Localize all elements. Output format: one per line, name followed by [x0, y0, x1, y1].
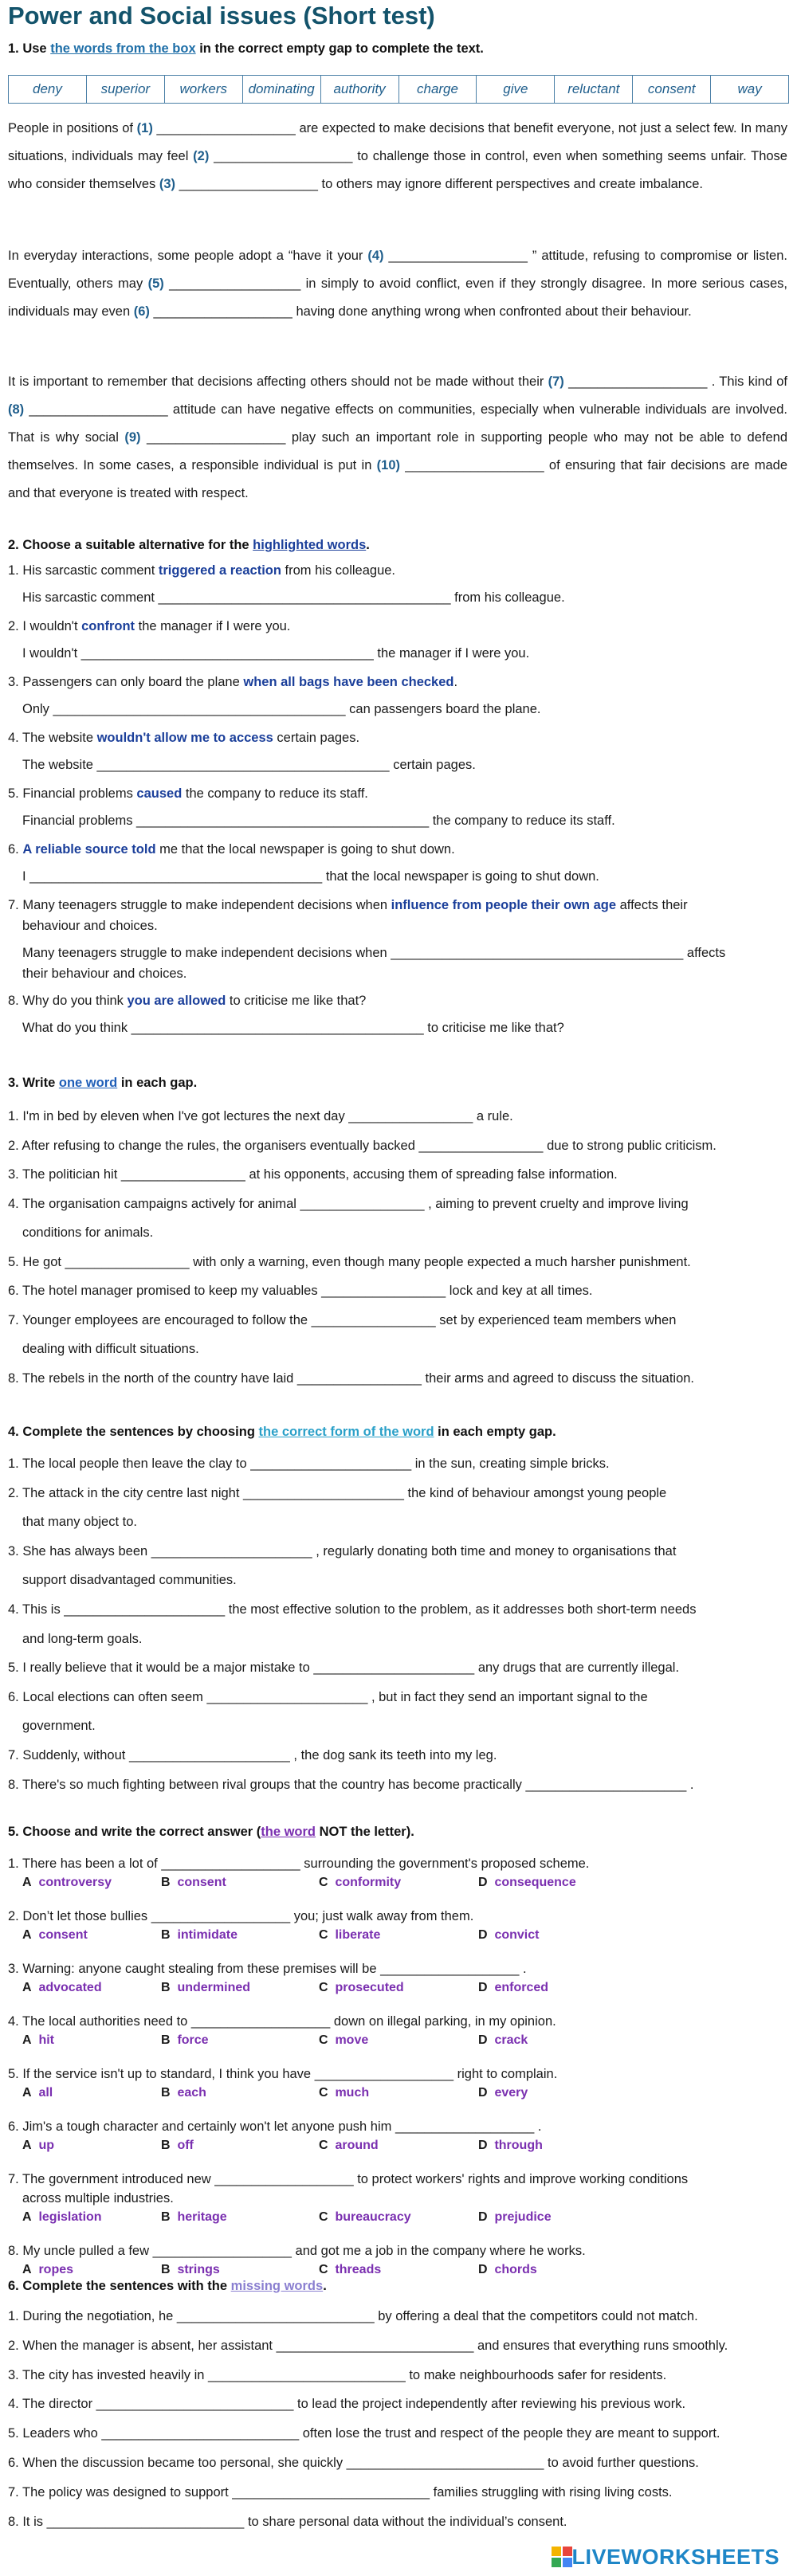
question-text: affects their	[616, 898, 688, 912]
rewrite-line[interactable]: I ________________________________________ that the local newspaper is going to shut down.	[22, 869, 599, 884]
question-line	[8, 731, 359, 746]
paragraph-text: It is important to remember that decisions affecting others should not be made without their	[8, 374, 548, 389]
gap-fill-sentence[interactable]: 3. She has always been ______________________ , regularly donating both time and money to organisations that	[8, 1543, 677, 1559]
answer-option[interactable]	[478, 1876, 576, 1890]
highlighted-words: triggered a reaction	[158, 563, 281, 578]
highlighted-words: when all bags have been checked	[243, 675, 454, 689]
option-word: every	[494, 2086, 528, 2100]
option-word: ropes	[38, 2263, 74, 2276]
instruction-text: 6. Complete the sentences with the	[8, 2279, 231, 2293]
rewrite-line[interactable]: Only ________________________________________ can passengers board the plane.	[22, 702, 541, 716]
option-word: much	[335, 2086, 370, 2100]
question-line	[8, 619, 290, 634]
question-text: from his colleague.	[281, 563, 396, 578]
gap-fill-sentence[interactable]: 7. Younger employees are encouraged to follow the _________________ set by experienced team members when	[8, 1312, 677, 1327]
question-text: 8. Why do you think	[8, 994, 128, 1008]
question-continuation: across multiple industries.	[22, 2191, 174, 2205]
answer-option[interactable]	[319, 2139, 379, 2153]
option-word: chords	[494, 2263, 537, 2276]
answer-option[interactable]	[478, 1928, 539, 1943]
question-text: 4. The website	[8, 731, 97, 745]
rewrite-line[interactable]: Many teenagers struggle to make independent decisions when ________________________________________ affects	[22, 946, 726, 960]
question-continuation: that many object to.	[22, 1515, 137, 1530]
answer-option[interactable]	[478, 2139, 543, 2153]
option-word: strings	[177, 2263, 220, 2276]
gap-fill-sentence[interactable]: 2. After refusing to change the rules, the organisers eventually backed _________________ due to strong public criticism.	[8, 1138, 717, 1153]
question-sentence: 3. Warning: anyone caught stealing from these premises will be ___________________ .	[8, 1962, 527, 1976]
answer-option[interactable]	[22, 2263, 73, 2277]
option-word: threads	[335, 2263, 382, 2276]
gap-number: (9)	[124, 430, 141, 445]
rewrite-line[interactable]: I wouldn't ________________________________________ the manager if I were you.	[22, 646, 530, 661]
gap-fill-sentence[interactable]: 8. It is ___________________________ to share personal data without the individual’s consent.	[8, 2514, 567, 2529]
rewrite-line: their behaviour and choices.	[22, 966, 187, 981]
question-text: 1. His sarcastic comment	[8, 563, 159, 578]
question-line	[8, 842, 455, 857]
paragraph-2	[8, 242, 787, 326]
gap-fill-sentence[interactable]: 3. The city has invested heavily in ___________________________ to make neighbourhoods safer for residents.	[8, 2367, 667, 2382]
paragraph-text: ___________________ of ensuring that fair decisions are made and that everyone is treated with respect.	[8, 458, 787, 500]
section-6-instruction	[8, 2279, 327, 2294]
gap-fill-sentence[interactable]: 3. The politician hit _________________ at his opponents, accusing them of spreading false information.	[8, 1167, 618, 1182]
word-box-item[interactable]: reluctant	[555, 76, 633, 103]
question-text: 3. Passengers can only board the plane	[8, 675, 244, 689]
answer-option[interactable]	[161, 1981, 250, 1995]
answer-option[interactable]	[161, 2139, 194, 2153]
option-word: advocated	[38, 1981, 102, 1994]
answer-option[interactable]	[478, 2033, 528, 2048]
gap-fill-sentence[interactable]: 5. He got _________________ with only a warning, even though many people expected a much harsher punishment.	[8, 1254, 691, 1269]
question-sentence: 2. Don’t let those bullies ___________________ you; just walk away from them.	[8, 1909, 474, 1923]
gap-fill-sentence[interactable]: 6. When the discussion became too personal, she quickly ___________________________ to avoid further questions.	[8, 2456, 699, 2470]
paragraph-text: ___________________ to challenge those in control, even when something seems unfair. Those who consider themselves	[8, 149, 787, 191]
question-text: 6.	[8, 842, 23, 857]
option-word: move	[335, 2033, 369, 2047]
page-title: Power and Social issues (Short test)	[8, 2, 435, 29]
question-line	[8, 994, 366, 1009]
paragraph-1	[8, 115, 787, 198]
instruction-text: in the correct empty gap to complete the text.	[195, 41, 484, 56]
option-letter: D	[478, 1876, 488, 1889]
instruction-text: 3. Write	[8, 1076, 59, 1090]
highlighted-words: you are allowed	[127, 994, 226, 1008]
paragraph-text: __________________ in simply to avoid conflict, even if they strongly disagree. In more serious cases, individuals may even	[8, 276, 787, 319]
gap-fill-sentence[interactable]: 4. This is ______________________ the most effective solution to the problem, as it addresses both short-term needs	[8, 1602, 697, 1617]
instruction-link[interactable]: the correct form of the word	[258, 1425, 434, 1439]
word-box-item[interactable]: workers	[165, 76, 243, 103]
instruction-link[interactable]: the words from the box	[50, 41, 196, 56]
paragraph-text: ___________________ are expected to make decisions that benefit everyone, not just a select few. In many situations, individuals may feel	[8, 121, 787, 163]
option-word: consent	[177, 1876, 226, 1889]
liveworksheets-logo-icon	[552, 2547, 572, 2569]
option-letter: C	[319, 1981, 328, 1994]
gap-number: (1)	[136, 121, 153, 135]
gap-number: (5)	[147, 276, 164, 291]
answer-option[interactable]	[319, 1928, 380, 1943]
gap-number: (4)	[367, 249, 384, 263]
option-letter: B	[161, 2263, 171, 2276]
option-word: undermined	[177, 1981, 251, 1994]
gap-number: (2)	[193, 149, 210, 163]
option-word: bureaucracy	[335, 2210, 411, 2224]
answer-option[interactable]	[478, 2210, 552, 2225]
gap-fill-sentence[interactable]: 5. I really believe that it would be a major mistake to ______________________ any drugs that are currently illegal.	[8, 1660, 680, 1676]
instruction-text: 5. Choose and write the correct answer (	[8, 1825, 261, 1839]
option-word: prejudice	[494, 2210, 552, 2224]
answer-option[interactable]	[319, 1876, 401, 1890]
answer-option[interactable]	[319, 2263, 381, 2277]
paragraph-text: In everyday interactions, some people adopt a “have it your	[8, 249, 368, 263]
instruction-text: in each empty gap.	[434, 1425, 556, 1439]
option-word: convict	[494, 1928, 540, 1942]
gap-number: (6)	[133, 304, 150, 319]
option-letter: A	[22, 2033, 32, 2047]
answer-option[interactable]	[22, 1928, 88, 1943]
option-letter: D	[478, 1928, 488, 1942]
option-letter: C	[319, 1876, 328, 1889]
option-word: hit	[38, 2033, 54, 2047]
option-word: consequence	[494, 1876, 576, 1889]
instruction-link[interactable]: highlighted words	[253, 538, 367, 552]
question-text: the manager if I were you.	[135, 619, 291, 633]
option-letter: C	[319, 2210, 328, 2224]
gap-fill-sentence[interactable]: 2. The attack in the city centre last night ______________________ the kind of behaviour amongst young people	[8, 1485, 667, 1500]
question-continuation: and long-term goals.	[22, 1631, 143, 1646]
answer-option[interactable]	[161, 2086, 206, 2100]
rewrite-line[interactable]: What do you think ________________________________________ to criticise me like that?	[22, 1021, 564, 1035]
gap-fill-sentence[interactable]: 1. During the negotiation, he ___________________________ by offering a deal that the competitors could not match.	[8, 2309, 698, 2323]
instruction-text: 4. Complete the sentences by choosing	[8, 1425, 259, 1439]
answer-option[interactable]	[161, 2263, 220, 2277]
answer-option[interactable]	[319, 2210, 411, 2225]
highlighted-words: wouldn't allow me to access	[96, 731, 273, 745]
option-letter: B	[161, 2139, 171, 2152]
option-letter: C	[319, 1928, 328, 1942]
instruction-link[interactable]: missing words	[230, 2279, 324, 2293]
question-sentence: 1. There has been a lot of ___________________ surrounding the government's proposed scheme.	[8, 1857, 590, 1871]
instruction-link[interactable]: one word	[58, 1076, 118, 1090]
gap-number: (3)	[159, 177, 176, 191]
option-letter: A	[22, 1928, 32, 1942]
word-box-item[interactable]: charge	[399, 76, 477, 103]
option-word: liberate	[335, 1928, 381, 1942]
option-letter: D	[478, 2210, 488, 2224]
answer-option[interactable]	[319, 1981, 404, 1995]
instruction-text: 2. Choose a suitable alternative for the	[8, 538, 253, 552]
option-letter: A	[22, 2086, 32, 2100]
instruction-link[interactable]: the word	[261, 1825, 316, 1839]
option-word: enforced	[494, 1981, 549, 1994]
question-line	[8, 675, 457, 690]
answer-option[interactable]	[22, 1981, 102, 1995]
answer-option[interactable]	[319, 2086, 369, 2100]
paragraph-text: ___________________ . This kind of	[563, 374, 787, 389]
option-letter: A	[22, 1981, 32, 1994]
option-letter: B	[161, 2086, 171, 2100]
option-letter: B	[161, 1928, 171, 1942]
highlighted-words: confront	[81, 619, 135, 633]
gap-number: (8)	[8, 402, 25, 417]
paragraph-text: ___________________ attitude can have negative effects on communities, especially when vulnerable individuals are involved. That is why social	[8, 402, 787, 445]
word-box-item[interactable]: deny	[9, 76, 87, 103]
word-box-item[interactable]: give	[477, 76, 555, 103]
answer-option[interactable]	[22, 2033, 54, 2048]
gap-fill-sentence[interactable]: 4. The organisation campaigns actively for animal _________________ , aiming to prevent cruelty and improve living	[8, 1196, 689, 1211]
answer-option[interactable]	[478, 2086, 528, 2100]
section-2-instruction	[8, 538, 370, 553]
word-box-item[interactable]: dominating	[243, 76, 321, 103]
answer-option[interactable]	[22, 2139, 54, 2153]
question-sentence: 5. If the service isn't up to standard, I think you have ___________________ right to complain.	[8, 2067, 558, 2081]
word-box-item[interactable]: consent	[633, 76, 711, 103]
instruction-text: in each gap.	[117, 1076, 198, 1090]
question-text: 5. Financial problems	[8, 786, 137, 801]
question-line	[8, 786, 368, 802]
option-word: all	[38, 2086, 53, 2100]
instruction-text: 1. Use	[8, 41, 51, 56]
gap-fill-sentence[interactable]: 7. Suddenly, without ______________________ , the dog sank its teeth into my leg.	[8, 1748, 497, 1762]
rewrite-line[interactable]: Financial problems ________________________________________ the company to reduce its staff.	[22, 814, 615, 828]
question-line	[8, 898, 688, 913]
word-box-item[interactable]: superior	[87, 76, 165, 103]
gap-fill-sentence[interactable]: 5. Leaders who ___________________________ often lose the trust and respect of the people they are meant to support.	[8, 2426, 720, 2441]
instruction-text: .	[323, 2279, 327, 2293]
answer-option[interactable]	[478, 2263, 537, 2277]
gap-fill-sentence[interactable]: 8. The rebels in the north of the country have laid _________________ their arms and agreed to discuss the situation.	[8, 1370, 695, 1386]
question-text: .	[453, 675, 458, 689]
answer-option[interactable]	[22, 2086, 53, 2100]
question-continuation: dealing with difficult situations.	[22, 1342, 199, 1356]
option-letter: B	[161, 2033, 171, 2047]
word-box-item[interactable]: way	[737, 81, 762, 96]
answer-option[interactable]	[22, 2210, 102, 2225]
paragraph-3	[8, 368, 787, 508]
option-word: each	[177, 2086, 206, 2100]
question-text: behaviour and choices.	[22, 919, 158, 933]
option-letter: C	[319, 2263, 328, 2276]
option-word: prosecuted	[335, 1981, 404, 1994]
option-word: conformity	[335, 1876, 402, 1889]
option-word: consent	[38, 1928, 88, 1942]
rewrite-line[interactable]: His sarcastic comment ________________________________________ from his colleague.	[22, 590, 565, 605]
highlighted-words: influence from people their own age	[391, 898, 617, 912]
option-letter: A	[22, 2210, 32, 2224]
option-letter: D	[478, 2263, 488, 2276]
option-letter: B	[161, 1981, 171, 1994]
highlighted-words: caused	[136, 786, 183, 801]
option-word: legislation	[38, 2210, 102, 2224]
option-letter: C	[319, 2033, 328, 2047]
question-continuation: support disadvantaged communities.	[22, 1573, 237, 1588]
gap-fill-sentence[interactable]: 7. The policy was designed to support ___________________________ families struggling with rising living costs.	[8, 2484, 673, 2500]
liveworksheets-logo[interactable]: LIVEWORKSHEETS	[571, 2545, 779, 2569]
rewrite-line[interactable]: The website ________________________________________ certain pages.	[22, 758, 476, 772]
option-letter: A	[22, 2263, 32, 2276]
gap-fill-sentence[interactable]: 2. When the manager is absent, her assistant ___________________________ and ensures that everything runs smoothly.	[8, 2338, 728, 2353]
paragraph-text: ___________________ having done anything wrong when confronted about their behaviour.	[149, 304, 692, 319]
paragraph-text: ___________________ play such an important role in supporting people who may not be able to defend themselves. In some cases, a responsible individual is put in	[8, 430, 787, 472]
question-text: me that the local newspaper is going to shut down.	[155, 842, 455, 857]
question-line	[8, 563, 395, 578]
question-text: certain pages.	[273, 731, 360, 745]
answer-option[interactable]	[161, 1876, 226, 1890]
option-word: around	[335, 2139, 379, 2152]
gap-fill-sentence[interactable]: 4. The director ___________________________ to lead the project independently after reviewing his previous work.	[8, 2397, 686, 2412]
question-continuation: government.	[22, 1719, 96, 1734]
answer-option[interactable]	[161, 2033, 209, 2048]
gap-fill-sentence[interactable]: 1. The local people then leave the clay to ______________________ in the sun, creating simple bricks.	[8, 1457, 610, 1471]
section-5-instruction	[8, 1825, 414, 1840]
instruction-text: .	[366, 538, 370, 552]
gap-number: (7)	[548, 374, 564, 389]
question-text: 7. Many teenagers struggle to make independent decisions when	[8, 898, 391, 912]
option-letter: C	[319, 2086, 328, 2100]
question-text: 2. I wouldn't	[8, 619, 82, 633]
question-sentence: 7. The government introduced new ___________________ to protect workers' rights and improve working conditions	[8, 2172, 689, 2186]
gap-fill-sentence[interactable]: 6. Local elections can often seem ______________________ , but in fact they send an important signal to the	[8, 1689, 648, 1704]
gap-fill-sentence[interactable]: 8. There's so much fighting between rival groups that the country has become practically ______________________ .	[8, 1777, 694, 1792]
answer-option[interactable]	[161, 1928, 238, 1943]
option-letter: B	[161, 2210, 171, 2224]
word-box	[8, 75, 789, 104]
gap-number: (10)	[376, 458, 401, 472]
answer-option[interactable]	[478, 1981, 548, 1995]
question-text: to criticise me like that?	[226, 994, 367, 1008]
section-4-instruction	[8, 1425, 556, 1440]
option-word: controversy	[38, 1876, 112, 1889]
option-word: up	[38, 2139, 54, 2152]
option-letter: D	[478, 1981, 488, 1994]
answer-option[interactable]	[161, 2210, 227, 2225]
option-letter: A	[22, 1876, 32, 1889]
option-word: heritage	[177, 2210, 227, 2224]
option-letter: B	[161, 1876, 171, 1889]
question-sentence: 6. Jim's a tough character and certainly won't let anyone push him ___________________ .	[8, 2119, 542, 2134]
option-word: off	[177, 2139, 194, 2152]
section-3-instruction	[8, 1076, 197, 1091]
option-letter: D	[478, 2033, 488, 2047]
option-word: force	[177, 2033, 209, 2047]
option-word: through	[494, 2139, 543, 2152]
highlighted-words: A reliable source told	[22, 842, 156, 857]
question-text: the company to reduce its staff.	[182, 786, 368, 801]
paragraph-text: ___________________ to others may ignore different perspectives and create imbalance.	[175, 177, 703, 191]
answer-option[interactable]	[22, 1876, 112, 1890]
question-sentence: 8. My uncle pulled a few ___________________ and got me a job in the company where he works.	[8, 2244, 586, 2258]
section-1-instruction	[8, 41, 484, 57]
option-letter: D	[478, 2086, 488, 2100]
gap-fill-sentence[interactable]: 6. The hotel manager promised to keep my valuables _________________ lock and key at all times.	[8, 1284, 593, 1298]
question-sentence: 4. The local authorities need to ___________________ down on illegal parking, in my opinion.	[8, 2014, 556, 2029]
gap-fill-sentence[interactable]: 1. I'm in bed by eleven when I've got lectures the next day _________________ a rule.	[8, 1109, 513, 1123]
question-continuation: conditions for animals.	[22, 1225, 154, 1240]
option-letter: A	[22, 2139, 32, 2152]
instruction-text: NOT the letter).	[316, 1825, 414, 1839]
option-word: crack	[494, 2033, 528, 2047]
word-box-item[interactable]: authority	[321, 76, 399, 103]
option-letter: C	[319, 2139, 328, 2152]
paragraph-text: People in positions of	[8, 121, 137, 135]
option-word: intimidate	[177, 1928, 238, 1942]
paragraph-text: ___________________ ” attitude, refusing to compromise or listen. Eventually, others may	[8, 249, 787, 291]
option-letter: D	[478, 2139, 488, 2152]
answer-option[interactable]	[319, 2033, 368, 2048]
